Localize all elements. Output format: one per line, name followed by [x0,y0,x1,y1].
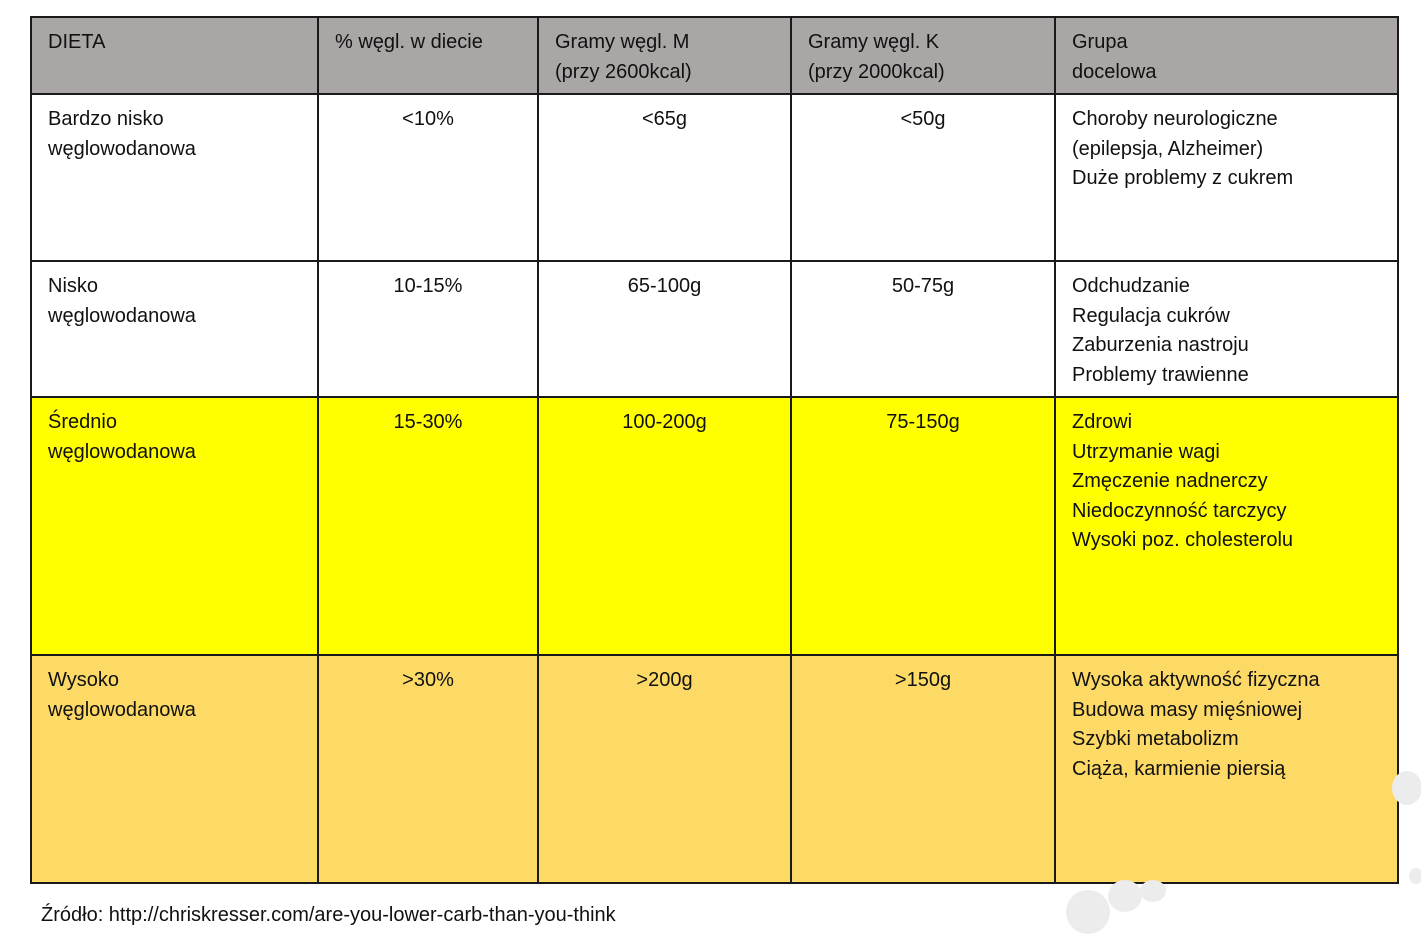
diet-name-cell: Bardzo nisko węglowodanowa [31,94,318,261]
table-row [31,655,1398,883]
header-grams-m: Gramy węgl. M (przy 2600kcal) [538,17,791,94]
target-group-cell: Choroby neurologiczne (epilepsja, Alzheimer) Duże problemy z cukrem [1055,94,1398,261]
table-row [31,397,1398,655]
percent-cell: 15-30% [318,397,538,655]
target-group-cell: Zdrowi Utrzymanie wagi Zmęczenie nadnerczy Niedoczynność tarczycy Wysoki poz. cholesterolu [1055,397,1398,655]
diet-name-cell: Wysoko węglowodanowa [31,655,318,883]
diet-carb-table [30,16,1399,884]
percent-cell: >30% [318,655,538,883]
table-header-row [31,17,1398,94]
grams-k-cell: >150g [791,655,1055,883]
target-group-cell: Wysoka aktywność fizyczna Budowa masy mięśniowej Szybki metabolizm Ciąża, karmienie piersią [1055,655,1398,883]
header-target-group: Grupa docelowa [1055,17,1398,94]
decorative-dot [1108,880,1142,912]
decorative-dot [1066,890,1110,934]
diet-name-cell: Średnio węglowodanowa [31,397,318,655]
grams-m-cell: 65-100g [538,261,791,397]
source-note: Źródło: http://chriskresser.com/are-you-lower-carb-than-you-think [41,904,616,926]
table-row [31,261,1398,397]
table-row [31,94,1398,261]
percent-cell: 10-15% [318,261,538,397]
decorative-dot [1392,771,1421,805]
grams-m-cell: 100-200g [538,397,791,655]
header-grams-k: Gramy węgl. K (przy 2000kcal) [791,17,1055,94]
percent-cell: <10% [318,94,538,261]
decorative-dot [1409,868,1421,884]
decorative-dot [1140,880,1166,902]
header-diet: DIETA [31,17,318,94]
grams-m-cell: <65g [538,94,791,261]
diet-name-cell: Nisko węglowodanowa [31,261,318,397]
target-group-cell: Odchudzanie Regulacja cukrów Zaburzenia nastroju Problemy trawienne [1055,261,1398,397]
grams-k-cell: 50-75g [791,261,1055,397]
grams-m-cell: >200g [538,655,791,883]
grams-k-cell: 75-150g [791,397,1055,655]
grams-k-cell: <50g [791,94,1055,261]
header-percent: % węgl. w diecie [318,17,538,94]
